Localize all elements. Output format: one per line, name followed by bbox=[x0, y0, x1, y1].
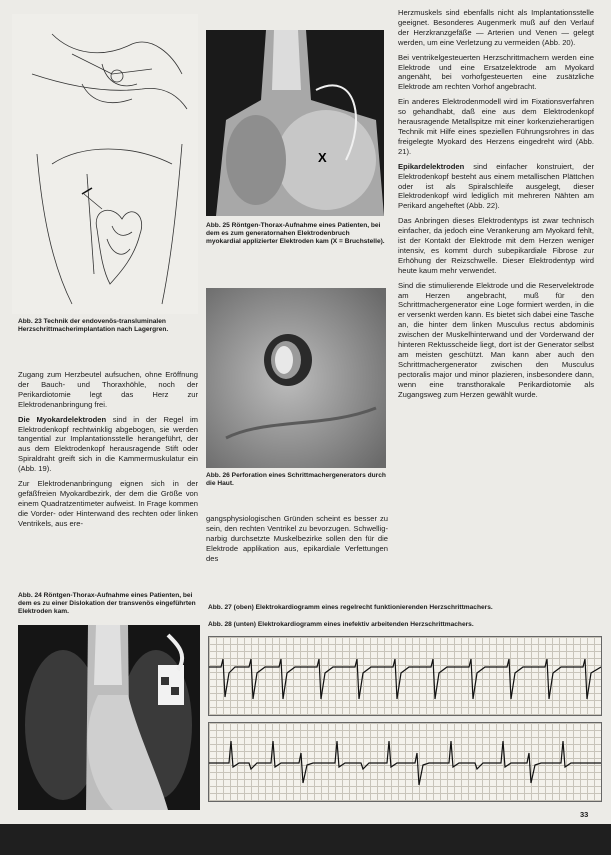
figure-26-photo bbox=[206, 288, 386, 468]
caption-label: Abb. 25 bbox=[206, 222, 230, 229]
fracture-marker: X bbox=[318, 150, 327, 165]
ecg-strip-normal bbox=[208, 636, 602, 716]
right-paragraph-2: Bei ventrikelgesteuerten Herzschrittmachern werden eine Elektrode und eine Ersatzelektrode am Myokard angenäht, bei vorhofgesteuerten eine zusätzliche Elektrode am rechten Vorhof angebracht. bbox=[398, 52, 594, 92]
figure-24-xray bbox=[18, 625, 200, 810]
left-paragraph-2: Die Myokardelektroden sind in der Regel im Elektrodenkopf rechtwinklig abgebogen, sie werden tangential zur Implantationsstelle herangeführt, der aus dem Elektrodenkopf herausragende Stift oder Spiraldraht greift sich in die Kammermuskulatur ein (Abb. 19). bbox=[18, 414, 198, 474]
middle-column bbox=[206, 514, 388, 569]
right-paragraph-6: Sind die stimulierende Elektrode und die Reservelektrode am Herzen angebracht, muß für den Schrittmachergenerator eine Loge formiert werden, in die er versenkt werden kann. Es bietet sich dabei eine Tasche an, die hinter dem linken Musculus rectus abdominis zwischen der Muskelhinterwand und der Vorderwand der hinteren Rektusscheide liegt, dort ist der Generator selbst am meisten geschützt. Man kann aber auch den Schrittmachergenerator zwischen den Musculus pectoralis major und minor plazieren, insbesondere dann, wenn eine transthorakale Perikardiotomie als Zugangsweg zum Herzen gewählt wurde. bbox=[398, 280, 594, 399]
caption-label: Abb. 23 bbox=[18, 318, 42, 325]
caption-text: Perforation eines Schrittmachergenerators durch die Haut. bbox=[206, 472, 386, 488]
caption-label: Abb. 28 (unten) bbox=[208, 621, 256, 628]
right-paragraph-4: Epikardelektroden sind einfacher konstruiert, der Elektrodenkopf besteht aus einem metallischen Plättchen oder ist als Spiralschleife ausgelegt, dieser Elektrodenkopf wird lediglich mit mehreren Nähten am Perikard angeheftet (Abb. 22). bbox=[398, 161, 594, 211]
figure-26-caption bbox=[206, 472, 386, 488]
caption-label: Abb. 27 (oben) bbox=[208, 604, 254, 611]
right-paragraph-5: Das Anbringen dieses Elektrodentyps ist zwar technisch einfacher, da jedoch eine Verankerung am Myokard fehlt, ist der Kontakt der Elektrode mit dem Herzen weniger intensiv, es kommt durch subepikardiale Fibrose zur Erhöhung der Reizschwelle. Dieser Elektrodentyp wird heute kaum mehr verwendet. bbox=[398, 216, 594, 275]
caption-label: Abb. 26 bbox=[206, 472, 230, 479]
caption-text: Technik der endovenös-transluminalen Herzschrittmacherimplantation nach Lagergren. bbox=[18, 318, 169, 334]
ecg-trace-ineffective bbox=[209, 723, 601, 801]
term-myokardelektroden: Die Myokardelektroden bbox=[18, 414, 107, 424]
left-column bbox=[18, 370, 198, 534]
bottom-scan-edge bbox=[0, 824, 611, 855]
xray-thorax-image bbox=[206, 30, 384, 216]
page-number: 33 bbox=[580, 810, 589, 819]
figure-24-caption bbox=[18, 592, 198, 617]
ecg-trace-normal bbox=[209, 637, 601, 715]
middle-paragraph-1: gangsphysiologischen Gründen scheint es besser zu sein, den rechten Ventrikel zu bevorzugen. Schwellig-narbig durchsetzte Muskelbezirke sollen den für die Elektrode applikation aus, epikardiale Verfettungen des bbox=[206, 514, 388, 563]
skin-perforation-photo bbox=[206, 288, 386, 468]
ecg-strip-ineffective bbox=[208, 722, 602, 802]
figure-27-caption bbox=[208, 604, 604, 612]
figure-25-caption bbox=[206, 222, 386, 247]
caption-text: Elektrokardiogramm eines inefektiv arbeitenden Herzschrittmachers. bbox=[257, 621, 474, 628]
right-column bbox=[398, 8, 594, 405]
left-paragraph-3: Zur Elektrodenanbringung eignen sich in der gefäßfreien Myokardbezirk, der dem die Größe von einem Quadratzentimeter aufweist. In Frage kommen die Vorder- oder Hinterwand des rechten oder linken Ventrikels, aus ere- bbox=[18, 479, 198, 528]
right-paragraph-1: Herzmuskels sind ebenfalls nicht als Implantationsstelle geeignet. Besonderes Augenmerk muß auf den Verlauf der Herzkranzgefäße — Arterien und Venen — gelegt werden, um eine Verletzung zu vermeiden (Abb. 20). bbox=[398, 8, 594, 47]
right-paragraph-3: Ein anderes Elektrodenmodell wird im Fixationsverfahren so gehandhabt, daß eine aus dem Elektrodenkopf herausragende Metallspitze mit einer korkenzieherartigen Technik mit Hilfe eines speziellen Führungsrohres in das freigelegte Myokard des Herzens eingedreht wird (Abb. 21). bbox=[398, 97, 594, 156]
term-epikardelektroden: Epikardelektroden bbox=[398, 161, 465, 171]
anatomy-drawing bbox=[12, 14, 198, 314]
caption-label: Abb. 24 bbox=[18, 592, 42, 599]
caption-text: Röntgen-Thorax-Aufnahme eines Patienten, bei dem es zu einer Dislokation der transvenös eingeführten Elektroden kam. bbox=[18, 592, 196, 616]
left-paragraph-1: Zugang zum Herzbeutel aufsuchen, ohne Eröffnung der Bauch- und Thoraxhöhle, noch der Perikardiotomie legt das Herz zur Elektrodenanbringung frei. bbox=[18, 370, 198, 409]
xray-chest-image bbox=[18, 625, 200, 810]
figure-23-illustration bbox=[12, 14, 198, 314]
caption-text: Röntgen-Thorax-Aufnahme eines Patienten, bei dem es zum generatornahen Elektrodenbruch myokardial applizierter Elektroden kam (X = Bruchstelle). bbox=[206, 222, 385, 246]
figure-28-caption bbox=[208, 621, 604, 629]
figure-23-caption bbox=[18, 318, 198, 334]
figure-25-xray bbox=[206, 30, 384, 216]
caption-text: Elektrokardiogramm eines regelrecht funktionierenden Herzschrittmachers. bbox=[255, 604, 493, 611]
